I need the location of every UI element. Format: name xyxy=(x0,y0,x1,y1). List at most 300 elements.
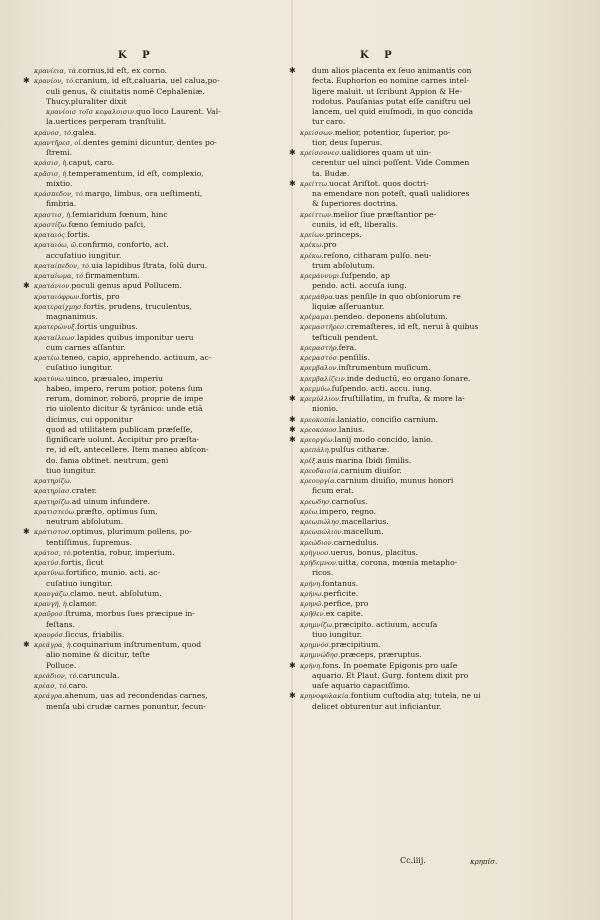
greek-headword: κρήγυοσ. xyxy=(300,548,331,557)
latin-definition: carnium diuiſor. xyxy=(340,465,402,475)
latin-definition: clamor. xyxy=(68,599,97,608)
entry-line xyxy=(23,640,282,650)
entry-line xyxy=(34,353,282,363)
marginal-asterisk-icon: ✱ xyxy=(289,178,296,188)
entry-line xyxy=(300,507,550,517)
greek-headword: κρήνω. xyxy=(300,589,324,598)
entry-line xyxy=(300,210,550,220)
latin-definition: galea. xyxy=(73,127,97,137)
latin-definition: uerus, bonus, placitus. xyxy=(330,547,418,557)
latin-definition: penſilis. xyxy=(339,353,370,362)
latin-definition: caput, caro. xyxy=(68,158,115,168)
latin-definition: teneo, capio, apprehendo. actiuum, ac- xyxy=(61,353,212,362)
latin-definition: fortis, ſicut xyxy=(60,558,104,567)
latin-definition: neutrum abſolutum. xyxy=(46,517,124,526)
right-column-header: K P xyxy=(360,50,398,61)
entry-line xyxy=(34,620,282,630)
entry-line xyxy=(300,579,550,589)
entry-line xyxy=(300,76,550,86)
greek-headword: κρηνῶ. xyxy=(300,600,324,608)
entry-line xyxy=(300,138,550,148)
greek-headword: κρείσσων. xyxy=(300,128,335,137)
latin-definition: quo loco Laurent. Val- xyxy=(136,107,221,116)
entry-line xyxy=(34,333,282,343)
latin-definition: teſticuli pendent. xyxy=(312,332,379,342)
latin-definition: ahenum, uas ad recondendas carnes, xyxy=(64,691,208,701)
latin-definition: Thucy.pluraliter dixit xyxy=(46,96,127,106)
latin-definition: pendeo. deponens abſolutum. xyxy=(333,312,448,321)
latin-definition: uinco, præualeo, imperiu xyxy=(65,373,163,383)
greek-headword: κρεμύλλιον. xyxy=(300,395,342,403)
entry-line xyxy=(300,240,550,250)
greek-headword: κρεωπώλιον. xyxy=(300,528,344,537)
latin-definition: fontanus. xyxy=(322,578,359,588)
entry-line xyxy=(34,589,282,599)
greek-headword: κραταίωμα, τό. xyxy=(34,272,86,280)
latin-definition: præſto, optimus ſum, xyxy=(76,506,158,516)
entry-line xyxy=(23,76,282,86)
entry-line xyxy=(300,251,550,261)
greek-headword: κρεμβαλίζειν. xyxy=(300,374,347,383)
entry-line xyxy=(34,507,282,517)
greek-headword: κρεωδησ. xyxy=(300,497,332,506)
entry-line xyxy=(34,691,282,701)
greek-headword: κρατύσ. xyxy=(34,559,61,567)
latin-definition: ta. Budæ. xyxy=(312,168,350,178)
latin-definition: ex capite. xyxy=(325,609,363,619)
latin-definition: mixtio. xyxy=(46,178,73,188)
greek-headword: κρατεραίχμησ. xyxy=(34,302,84,311)
greek-headword: κρήδεμνον. xyxy=(300,559,339,567)
latin-definition: ſuſpendo, ap xyxy=(341,271,390,280)
entry-line xyxy=(300,302,550,312)
latin-definition: trum abſolutum. xyxy=(312,260,375,270)
entry-line xyxy=(300,630,550,640)
entry-line xyxy=(34,568,282,578)
marginal-asterisk-icon: ✱ xyxy=(289,66,296,75)
entry-line xyxy=(34,486,282,496)
entry-line xyxy=(300,374,550,384)
latin-definition: aquario. Et Plaut. Gurg. fontem dixit pro xyxy=(312,670,469,680)
greek-headword: κρατηρίζω. xyxy=(34,477,72,485)
greek-headword: κραυγάζω. xyxy=(34,589,71,598)
latin-definition: præceps, præruptus. xyxy=(340,650,422,660)
greek-headword: κρεοκόποσ. xyxy=(300,425,339,434)
latin-definition: coquinarium inſtrumentum, quod xyxy=(72,640,202,649)
marginal-asterisk-icon: ✱ xyxy=(289,148,296,157)
entry-line xyxy=(23,281,282,291)
entry-line xyxy=(300,230,550,240)
entry-line xyxy=(300,271,550,281)
entry-line xyxy=(300,640,550,650)
greek-headword: κρεμβαλον. xyxy=(300,364,339,373)
entry-line xyxy=(300,702,550,712)
latin-definition: macellarius. xyxy=(341,517,389,526)
latin-definition: cuniis, id eſt, liberalis. xyxy=(312,219,399,229)
marginal-asterisk-icon: ✱ xyxy=(23,76,30,86)
entry-line xyxy=(34,661,282,671)
entry-line xyxy=(300,589,550,599)
entry-line xyxy=(300,107,550,117)
entry-line xyxy=(34,425,282,435)
latin-definition: fruſtillatim, in fruſta, & more la- xyxy=(341,394,465,403)
latin-definition: menſa ubi crudæ carnes ponuntur, ſecun- xyxy=(46,701,206,711)
greek-headword: κρείττων. xyxy=(300,210,334,219)
entry-line xyxy=(300,538,550,548)
entry-line xyxy=(34,169,282,179)
greek-headword: κράτιστοσ. xyxy=(34,528,72,537)
marginal-asterisk-icon: ✱ xyxy=(289,394,296,403)
entry-line xyxy=(300,650,550,660)
greek-headword: κρημνίζω. xyxy=(300,620,335,629)
latin-definition: uitta, corona, mœnia metapho- xyxy=(338,558,458,567)
latin-definition: la.uertices perperam tranſtulit. xyxy=(46,117,167,127)
greek-headword: κρηνοφυλακία. xyxy=(300,692,351,701)
marginal-asterisk-icon: ✱ xyxy=(289,435,296,444)
greek-headword: κρέμαμαι. xyxy=(300,313,334,321)
greek-headword: κρεώδιον. xyxy=(300,538,334,547)
latin-definition: uas penſile in quo obſoniorum re xyxy=(334,291,461,301)
entry-line xyxy=(34,558,282,568)
latin-definition: cremaſteres, id eſt, nerui à quibus xyxy=(346,322,479,332)
entry-line xyxy=(289,148,550,158)
greek-headword: κρεμαστόσ. xyxy=(300,354,340,362)
latin-definition: na emendare non poteſt, quaſi ualidiores xyxy=(312,189,470,198)
latin-definition: macellum. xyxy=(343,527,384,537)
latin-definition: impero, regno. xyxy=(319,506,376,516)
entry-line xyxy=(300,199,550,209)
latin-definition: ligere maluit. ut ſcribunt Appion & He- xyxy=(312,86,463,96)
entry-line xyxy=(300,620,550,630)
greek-headword: κρεάδιον, τό. xyxy=(34,671,79,680)
latin-definition: rio uiolento dicitur & tyrānico: unde etiā xyxy=(46,404,203,414)
entry-line xyxy=(289,424,550,435)
entry-line xyxy=(34,322,282,332)
latin-definition: carnium diuiſio, munus honori xyxy=(336,476,454,485)
greek-headword: κραταιόφρων. xyxy=(34,292,82,301)
greek-headword: κρανίον, τό. xyxy=(34,77,76,86)
latin-definition: ſemiaridum fœnum, hinc xyxy=(72,209,168,219)
greek-headword: κραντῆρεσ, οἱ. xyxy=(34,138,84,147)
latin-definition: cum carnes aſſantur. xyxy=(46,342,126,352)
entry-line xyxy=(300,363,550,373)
entry-line xyxy=(300,527,550,537)
entry-line xyxy=(300,333,550,343)
greek-headword: κρεουργία. xyxy=(300,477,337,485)
greek-headword: κρεοκοπία. xyxy=(300,415,338,424)
greek-headword: κρείων. xyxy=(300,231,326,239)
latin-definition: lanius. xyxy=(338,424,365,434)
latin-definition: rerum, dominor, roborō, proprie de impe xyxy=(46,394,204,403)
entry-line xyxy=(300,384,550,394)
entry-line xyxy=(34,466,282,476)
latin-definition: firmamentum. xyxy=(85,271,140,280)
entry-line xyxy=(34,189,282,199)
entry-line xyxy=(289,178,550,189)
latin-definition: delicet obturentur aut inficiantur. xyxy=(312,701,442,711)
latin-definition: Polluce. xyxy=(46,660,77,670)
latin-definition: ad uinum infundere. xyxy=(71,496,151,506)
greek-headword: κρήνη. xyxy=(300,579,323,588)
marginal-asterisk-icon: ✱ xyxy=(289,691,296,701)
latin-definition: re, id eſt, antecellere. Item maneo abſcon- xyxy=(46,445,209,455)
entry-line xyxy=(289,66,550,76)
greek-headword: κρέκω. xyxy=(300,241,324,250)
marginal-asterisk-icon: ✱ xyxy=(23,640,30,649)
greek-headword: κραυγή, ἡ. xyxy=(34,600,69,608)
greek-headword: κραυρόσ. xyxy=(34,630,66,639)
entry-line xyxy=(300,261,550,271)
entry-line xyxy=(300,456,550,466)
greek-headword: κρημνόσ. xyxy=(300,641,332,649)
entry-line xyxy=(300,189,550,199)
latin-definition: magnanimus. xyxy=(46,312,98,321)
entry-line xyxy=(300,609,550,619)
latin-definition: ricos. xyxy=(312,568,334,578)
greek-headword: κραταιόω, ῶ. xyxy=(34,241,79,250)
latin-definition: fontium cuſtodia atq; tutela, ne ui xyxy=(350,691,481,701)
latin-definition: tiuo iungitur. xyxy=(46,465,97,475)
greek-headword: κρατέω. xyxy=(34,354,62,362)
entry-line xyxy=(300,312,550,322)
catchword: κρηπίσ. xyxy=(470,858,498,866)
latin-definition: inſtrumentum muſicum. xyxy=(338,363,431,373)
greek-headword: κρέασ, τό. xyxy=(34,682,69,690)
latin-definition: auis marina Ibidi ſimilis. xyxy=(317,455,412,465)
latin-definition: præcipito. actiuum, accuſa xyxy=(334,619,438,629)
entry-line xyxy=(300,404,550,414)
latin-definition: inde deductū, eo organo ſonare. xyxy=(346,373,471,383)
greek-headword: κραταιός. xyxy=(34,231,68,239)
greek-headword: κρέξ. xyxy=(300,456,318,465)
greek-headword: κρεμαστήρ. xyxy=(300,343,339,352)
latin-definition: tur caro. xyxy=(312,117,346,127)
latin-definition: ſtremi. xyxy=(46,148,73,157)
entry-line xyxy=(34,374,282,384)
greek-headword: κραταίπεδον, τό. xyxy=(34,261,92,270)
entry-line xyxy=(300,353,550,363)
entry-line xyxy=(34,681,282,691)
greek-headword: κρεάγρα, ἡ. xyxy=(34,641,73,649)
entry-line xyxy=(300,220,550,230)
greek-headword: κρεοργέω. xyxy=(300,436,335,444)
greek-headword: κρανίοισ τοῖσ κεφαλοισιν. xyxy=(46,108,137,116)
entry-line xyxy=(34,97,282,107)
entry-line xyxy=(23,527,282,537)
entry-line xyxy=(300,486,550,496)
greek-headword: κρατάνιον. xyxy=(34,282,72,291)
entry-line xyxy=(34,271,282,281)
entry-line xyxy=(300,548,550,558)
latin-definition: rodotus. Pauſanias putat eſſe caniſtru uel xyxy=(312,96,471,106)
entry-line xyxy=(34,251,282,261)
latin-definition: melior, potentior, ſuperior, po- xyxy=(334,127,451,137)
greek-headword: κρέω. xyxy=(300,507,320,516)
latin-definition: feſtans. xyxy=(46,619,75,629)
latin-definition: dicimus, cui opponitur xyxy=(46,414,133,424)
entry-line xyxy=(34,435,282,445)
greek-headword: κραταίλεωσ. xyxy=(34,333,78,342)
latin-definition: lapides quibus imponitur ueru xyxy=(77,332,194,342)
latin-definition: quod ad utilitatem publicam præſeſſe, xyxy=(46,424,193,434)
marginal-asterisk-icon: ✱ xyxy=(289,424,296,434)
entry-line xyxy=(34,66,282,76)
latin-definition: pro xyxy=(323,240,337,250)
latin-definition: potentia, robur, imperium. xyxy=(72,547,175,557)
greek-headword: κρατιστεύω. xyxy=(34,507,77,516)
latin-definition: habeo, impero, rerum potior, potens ſum xyxy=(46,383,203,393)
latin-definition: fera. xyxy=(338,342,357,352)
entry-line xyxy=(34,394,282,404)
entry-line xyxy=(34,138,282,148)
latin-definition: & ſuperiores doctrina. xyxy=(312,199,398,209)
greek-headword: κράτοσ, τό. xyxy=(34,548,73,557)
greek-headword: κρεάγρα. xyxy=(34,692,65,701)
entry-line xyxy=(300,568,550,578)
latin-definition: ſuſpendo. acti. accu. iung. xyxy=(331,383,433,393)
latin-definition: præcipitium. xyxy=(331,640,381,649)
entry-line xyxy=(34,630,282,640)
greek-headword: κρεπάλη. xyxy=(300,446,331,455)
greek-headword: κρῆθεν. xyxy=(300,610,326,619)
latin-definition: fortis, pro xyxy=(81,291,120,301)
entry-line xyxy=(34,579,282,589)
latin-definition: margo, limbus, ora ueſtimenti, xyxy=(84,189,203,198)
greek-headword: κρεοδαισία. xyxy=(300,466,341,475)
greek-headword: κρείττω. xyxy=(300,179,330,188)
latin-definition: clamo. neut. abſolutum. xyxy=(70,588,162,598)
latin-definition: fortis unguibus. xyxy=(76,322,138,332)
entry-line xyxy=(34,538,282,548)
latin-definition: fimbria. xyxy=(46,199,77,209)
latin-definition: optimus, plurimum pollens, po- xyxy=(71,527,192,537)
entry-line xyxy=(300,517,550,527)
entry-line xyxy=(289,435,550,445)
latin-definition: pulſus citharæ. xyxy=(330,445,390,455)
latin-definition: crater. xyxy=(71,486,97,496)
entry-line xyxy=(300,466,550,476)
latin-definition: nionio. xyxy=(312,404,339,414)
entry-line xyxy=(34,158,282,168)
latin-definition: cuſatiuo iungitur. xyxy=(46,363,113,373)
latin-definition: uia lapidibus ſtrata, ſolū duru. xyxy=(91,260,208,270)
greek-headword: κράσισ, ἡ. xyxy=(34,159,69,168)
greek-headword: κρατηρίασ. xyxy=(34,487,72,496)
latin-definition: carnoſus. xyxy=(331,496,368,506)
latin-definition: ſiccus, friabilis. xyxy=(65,629,125,639)
entry-line xyxy=(34,456,282,466)
latin-definition: fons. In poemate Epigonis pro uaſe xyxy=(322,660,458,670)
entry-line xyxy=(34,517,282,527)
latin-definition: ſtruma, morbus ſues præcipue in- xyxy=(65,609,195,619)
latin-definition: ſignificare uolunt. Accipitur pro præſta- xyxy=(46,435,200,444)
latin-definition: fortis, prudens, truculentus, xyxy=(83,301,192,311)
latin-definition: lanij modo concido, lanio. xyxy=(334,435,433,444)
entry-line xyxy=(34,497,282,507)
greek-headword: κραστισ, ἡ. xyxy=(34,210,73,219)
entry-line xyxy=(300,322,550,332)
latin-definition: confirmo, conforto, act. xyxy=(78,240,169,250)
greek-headword: κρᾶσισ, ἡ. xyxy=(34,169,69,178)
latin-definition: alio nomine & dicitur, teſte xyxy=(46,650,150,660)
entry-line xyxy=(34,210,282,220)
entry-line xyxy=(34,230,282,240)
latin-definition: caruncula. xyxy=(78,670,120,680)
latin-definition: cranium, id eſt,caluaria, uel calua,po- xyxy=(75,76,220,86)
entry-line xyxy=(300,681,550,691)
entry-line xyxy=(34,312,282,322)
entry-line xyxy=(34,199,282,209)
entry-line xyxy=(300,671,550,681)
latin-definition: culi genus, & ciuitatis nomē Cephaleniæ. xyxy=(46,86,205,96)
entry-line xyxy=(289,414,550,425)
entry-line xyxy=(300,343,550,353)
left-column-header: K P xyxy=(118,50,156,61)
page-crease xyxy=(291,0,293,920)
entry-line xyxy=(34,384,282,394)
greek-headword: κρεμάννυμι. xyxy=(300,272,342,280)
greek-headword: κρέκω. xyxy=(300,251,324,260)
latin-definition: perfice, pro xyxy=(323,599,369,608)
greek-headword: κρείσσονεσ. xyxy=(300,149,342,157)
entry-line xyxy=(34,702,282,712)
latin-definition: tior, deus ſuperus. xyxy=(312,137,383,147)
entry-line xyxy=(34,671,282,681)
entry-line xyxy=(34,292,282,302)
entry-line xyxy=(34,445,282,455)
greek-headword: κρεωπώλησ. xyxy=(300,518,342,526)
entry-line xyxy=(300,87,550,97)
latin-definition: perficite. xyxy=(323,588,359,598)
latin-definition: lancem, uel quid eiuſmodi, in quo concida xyxy=(312,107,474,116)
latin-definition: cerentur uel uinci poſſent. Vide Commen xyxy=(312,158,470,168)
entry-line xyxy=(300,445,550,455)
greek-headword: κράνοσ, τό. xyxy=(34,128,74,137)
latin-definition: reſono, citharam pulſo. neu- xyxy=(323,250,432,260)
latin-definition: caro. xyxy=(68,681,88,690)
greek-headword: κρεμμύω. xyxy=(300,384,332,393)
latin-definition: uocat Ariſtot. quos doctri- xyxy=(329,178,429,188)
greek-headword: κρατερώνυξ. xyxy=(34,323,77,332)
entry-line xyxy=(34,261,282,271)
entry-line xyxy=(34,302,282,312)
marginal-asterisk-icon: ✱ xyxy=(289,414,296,424)
latin-definition: fortis. xyxy=(67,230,90,239)
entry-line xyxy=(34,148,282,158)
latin-definition: tiuo iungitur. xyxy=(312,629,363,639)
entry-line xyxy=(34,179,282,189)
latin-definition: do. fama obtinet. neutrum, geni xyxy=(46,455,169,465)
greek-headword: κρημνώδησ. xyxy=(300,651,341,660)
greek-headword: κρεμαστῆρεσ. xyxy=(300,323,347,332)
latin-definition: accuſatiuo iungitur. xyxy=(46,250,122,260)
latin-definition: dum alios placenta ex ſeuo animantis con xyxy=(312,66,472,75)
right-column xyxy=(289,66,550,712)
entry-line xyxy=(34,363,282,373)
latin-definition: ficum erat. xyxy=(312,486,354,496)
latin-definition: melior ſiue præſtantior pe- xyxy=(333,209,437,219)
entry-line xyxy=(300,292,550,302)
entry-line xyxy=(34,240,282,250)
entry-line xyxy=(289,691,550,701)
greek-headword: κρήνη. xyxy=(300,661,323,670)
entry-line xyxy=(300,97,550,107)
greek-headword: κρανίεια, τὰ. xyxy=(34,67,79,75)
entry-line xyxy=(300,599,550,609)
entry-line xyxy=(34,599,282,609)
left-column xyxy=(23,66,282,712)
latin-definition: cornus,id eſt, ex corno. xyxy=(78,66,168,75)
